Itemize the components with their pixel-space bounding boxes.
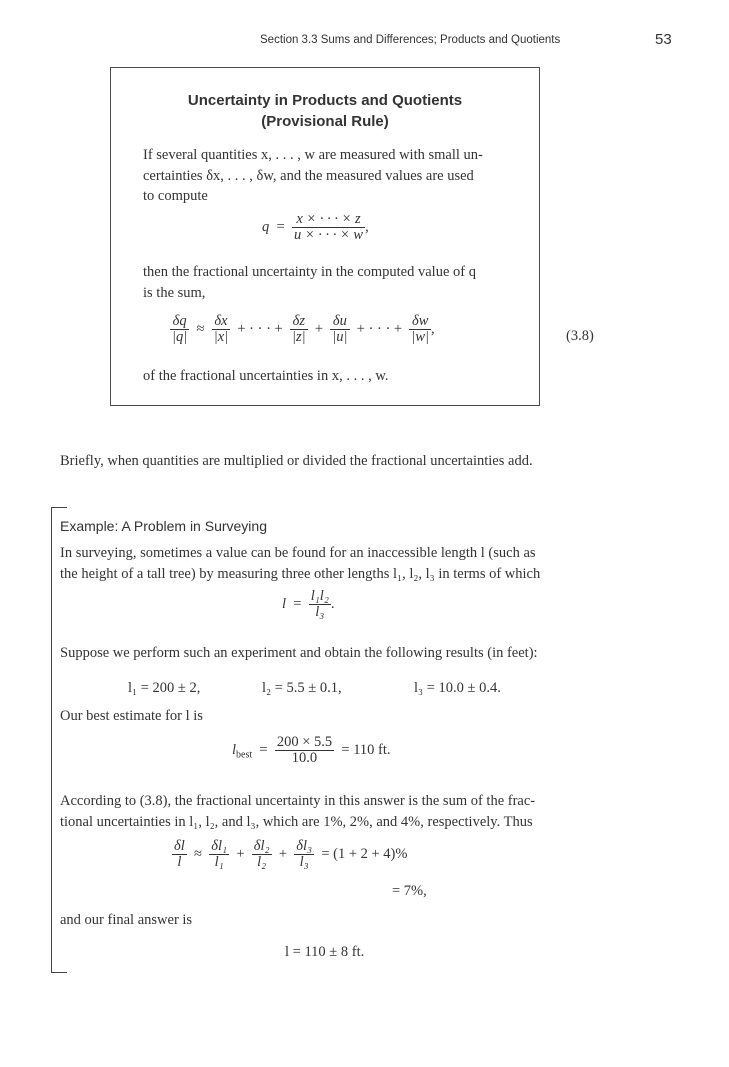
- best-estimate-equation: $l_{best}$ = $\frac{200 \times 5.5}{10.0}$ = 110 ft.: [232, 734, 391, 766]
- measurement-l1: l₁ = 200 ± 2,: [128, 680, 201, 696]
- numerator: δl₁: [211, 838, 228, 854]
- best-result: = 110 ft.: [341, 741, 391, 758]
- fraction-result: = 7%,: [392, 883, 427, 899]
- suppose-sentence: Suppose we perform such an experiment and obtain the following results (in feet):: [60, 645, 538, 661]
- numerator: δx: [214, 313, 228, 329]
- text-line: tional uncertainties in l₁, l₂, and l₃, which are 1%, 2%, and 4%, respectively. Thus: [60, 813, 533, 830]
- term-fraction: [409, 314, 431, 345]
- q-definition-equation: q = $\frac{x \times \cdot \cdot \cdot \times z}{u \times \cdot \cdot \cdot \times w}$ ,: [262, 211, 369, 243]
- l-symbol: l: [282, 595, 287, 612]
- numerator: δu: [332, 313, 347, 329]
- final-intro: and our final answer is: [60, 912, 193, 928]
- measurement-l2: l₂ = 5.5 ± 0.1,: [262, 680, 342, 696]
- numerator: 200 × 5.5: [276, 734, 333, 750]
- denominator: |x|: [213, 329, 229, 345]
- box-subtitle: (Provisional Rule): [261, 113, 389, 130]
- measurement-l3: l₃ = 10.0 ± 0.4.: [414, 680, 501, 696]
- example-intro: [60, 543, 540, 584]
- text-line: the height of a tall tree) by measuring three other lengths l₁, l₂, l₃ in terms of which: [60, 565, 541, 582]
- denominator: 10.0: [275, 750, 334, 766]
- numerator: l₁l₂: [310, 588, 329, 604]
- fraction-sum: = (1 + 2 + 4)%: [321, 845, 408, 862]
- rule-paragraph-2: [143, 262, 476, 303]
- q-numerator: x × · · · × z: [296, 211, 361, 227]
- denominator: l₃: [309, 604, 331, 620]
- l-fraction: [309, 589, 331, 620]
- term-fraction: [170, 314, 189, 345]
- example-title: Example: A Problem in Surveying: [60, 518, 267, 534]
- text-line: certainties δx, . . . , δw, and the measured values are used: [143, 167, 474, 184]
- term-fraction: [294, 839, 314, 870]
- rule-paragraph-3: of the fractional uncertainties in x, . . . , w.: [143, 368, 389, 384]
- numerator: δq: [172, 313, 187, 329]
- numerator: δz: [292, 313, 305, 329]
- numerator: δw: [411, 313, 429, 329]
- text-line: If several quantities x, . . . , w are measured with small un-: [143, 147, 483, 163]
- page-number: 53: [655, 31, 672, 48]
- equation-number: (3.8): [566, 328, 594, 344]
- term-fraction: [290, 314, 308, 345]
- denominator: |q|: [172, 329, 188, 345]
- q-fraction: [292, 212, 365, 243]
- best-fraction: [275, 735, 334, 766]
- denominator: |u|: [332, 329, 348, 345]
- term-fraction: [330, 314, 349, 345]
- numerator: δl₂: [253, 838, 270, 854]
- term-fraction: [252, 839, 272, 870]
- term-fraction: [172, 839, 187, 870]
- fraction-sum-equation: $\frac{\delta l}{l}$ ≈ $\frac{\text{δl₁}}{\text{l₁}}$ + $\frac{\text{δl₂}}{\text{l₂}}$ + $\frac{\text{δl₃}}{\text{l₃}}$ = (1 + 2 + 4)%: [174, 838, 408, 870]
- according-paragraph: [60, 791, 535, 832]
- l-formula: l = $\frac{\text{l₁l₂}}{\text{l₃}}$ .: [282, 588, 335, 620]
- fractional-uncertainty-equation: $\frac{\delta q}{|q|}$ ≈ $\frac{\delta x}{|x|}$ + · · · + $\frac{\delta z}{|z|}$ + $\frac{\delta u}{|u|}$ + · · · + $\frac{\delta w}{|w|}$ ,: [172, 313, 435, 345]
- l-best-subscript: best: [236, 749, 253, 761]
- l-best-symbol: l: [232, 741, 237, 758]
- term-fraction: [209, 839, 229, 870]
- text-line: is the sum,: [143, 284, 206, 301]
- denominator: l₃: [294, 854, 314, 870]
- text-line: According to (3.8), the fractional uncertainty in this answer is the sum of the frac-: [60, 793, 536, 809]
- denominator: l₁: [209, 854, 229, 870]
- denominator: l: [172, 854, 187, 870]
- text-line: In surveying, sometimes a value can be found for an inaccessible length l (such as: [60, 545, 536, 561]
- q-symbol: q: [262, 218, 270, 235]
- example-bracket: [51, 507, 52, 973]
- denominator: l₂: [252, 854, 272, 870]
- numerator: δl: [174, 838, 185, 854]
- q-denominator: u × · · · × w: [293, 227, 364, 243]
- numerator: δl₃: [296, 838, 313, 854]
- running-header-section: Section 3.3 Sums and Differences; Products and Quotients: [260, 34, 561, 46]
- denominator: |z|: [291, 329, 306, 345]
- text-line: to compute: [143, 188, 208, 204]
- box-title: Uncertainty in Products and Quotients: [187, 92, 463, 109]
- text-line: then the fractional uncertainty in the computed value of q: [143, 264, 476, 280]
- term-fraction: [212, 314, 230, 345]
- example-bracket-bottom: [51, 972, 67, 973]
- final-answer: l = 110 ± 8 ft.: [285, 944, 365, 960]
- best-estimate-intro: Our best estimate for l is: [60, 708, 203, 724]
- rule-paragraph-1: [143, 145, 483, 207]
- summary-sentence: Briefly, when quantities are multiplied or divided the fractional uncertainties add.: [60, 453, 533, 469]
- denominator: |w|: [411, 329, 430, 345]
- example-bracket-top: [51, 507, 67, 508]
